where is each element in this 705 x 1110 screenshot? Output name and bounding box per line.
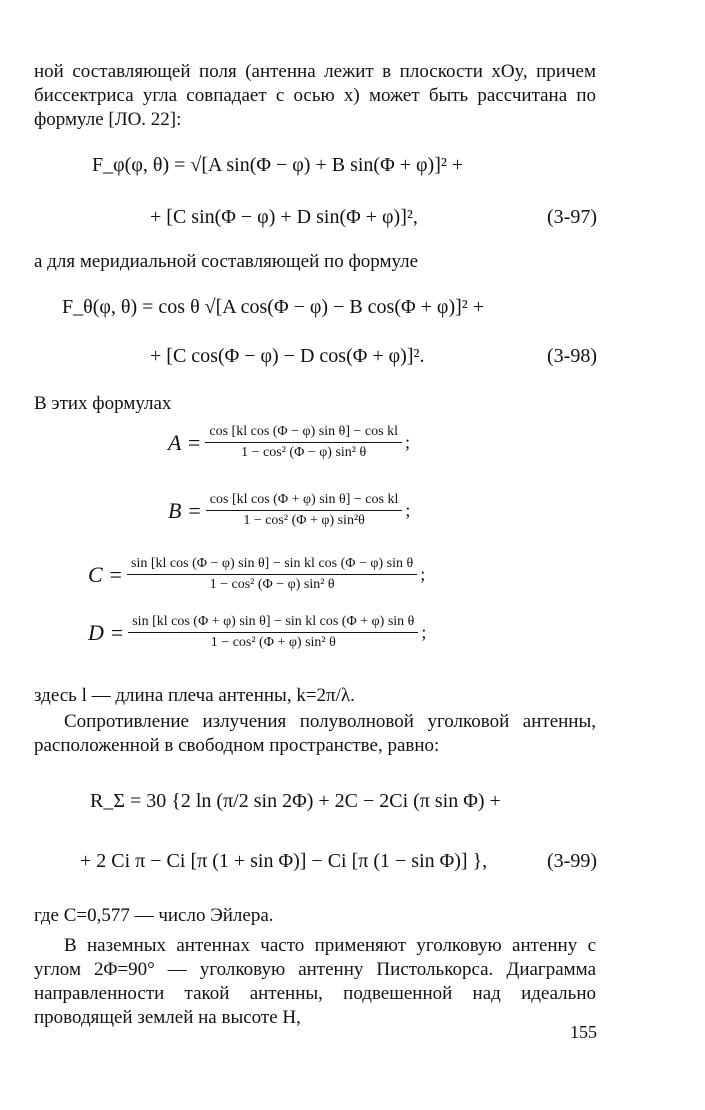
formula-C	[88, 556, 425, 593]
paragraph-l-definition: здесь l — длина плеча антенны, k=2π/λ.	[34, 685, 355, 706]
formula-C-numerator: sin [kl cos (Φ − φ) sin θ] − sin kl cos (Φ − φ) sin θ	[127, 556, 417, 575]
paragraph-euler: где C=0,577 — число Эйлера.	[34, 905, 274, 926]
formula-D-semicolon: ;	[421, 622, 427, 642]
formula-D-numerator: sin [kl cos (Φ + φ) sin θ] − sin kl cos (Φ + φ) sin θ	[128, 614, 418, 633]
equation-3-97-line2: + [C sin(Φ − φ) + D sin(Φ + φ)]²,	[150, 206, 418, 228]
formula-D-denominator: 1 − cos² (Φ + φ) sin² θ	[210, 635, 336, 650]
paragraph-in-these-formulas: В этих формулах	[34, 393, 172, 414]
formula-A	[168, 424, 410, 461]
formula-D	[88, 614, 426, 651]
paragraph-intro: ной составляющей поля (антенна лежит в плоскости xOy, причем биссектриса угла совпадает с осью x) может быть рассчитана по формуле [ЛО. 22]:	[34, 61, 596, 130]
equation-3-99-line2: + 2 Ci π − Ci [π (1 + sin Φ)] − Ci [π (1 − sin Φ)] },	[80, 850, 488, 872]
formula-B-semicolon: ;	[405, 500, 411, 520]
formula-B-numerator: cos [kl cos (Φ + φ) sin θ] − cos kl	[206, 492, 403, 511]
formula-B	[168, 492, 410, 529]
formula-C-semicolon: ;	[420, 564, 426, 584]
formula-A-numerator: cos [kl cos (Φ − φ) sin θ] − cos kl	[205, 424, 402, 443]
formula-C-denominator: 1 − cos² (Φ − φ) sin² θ	[209, 577, 335, 592]
equation-3-98-line1: F_θ(φ, θ) = cos θ √[A cos(Φ − φ) − B cos(Φ + φ)]² +	[62, 296, 485, 318]
formula-B-denominator: 1 − cos² (Φ + φ) sin²θ	[243, 513, 365, 528]
equation-number-3-97: (3-97)	[547, 206, 597, 228]
formula-A-lhs: A =	[168, 429, 202, 455]
equation-3-97-line1: F_φ(φ, θ) = √[A sin(Φ − φ) + B sin(Φ + φ)]² +	[92, 154, 464, 176]
paragraph-meridional: а для меридиальной составляющей по формуле	[34, 251, 419, 272]
page-number: 155	[570, 1022, 597, 1042]
formula-D-lhs: D =	[88, 619, 125, 645]
formula-C-lhs: C =	[88, 561, 124, 587]
equation-number-3-99: (3-99)	[547, 850, 597, 872]
equation-number-3-98: (3-98)	[547, 345, 597, 367]
formula-A-denominator: 1 − cos² (Φ − φ) sin² θ	[241, 445, 367, 460]
paragraph-pistolkors: В наземных антеннах часто применяют уголковую антенну с углом 2Φ=90° — уголковую антенну Пистолькорса. Диаграмма направленности такой антенны, подвешенной над идеально проводящей землей на высоте H,	[34, 935, 596, 1028]
equation-3-98-line2: + [C cos(Φ − φ) − D cos(Φ + φ)]².	[150, 345, 425, 367]
formula-A-semicolon: ;	[404, 432, 410, 452]
equation-3-99-line1: R_Σ = 30 {2 ln (π/2 sin 2Φ) + 2C − 2Ci (π sin Φ) +	[90, 790, 501, 812]
formula-B-lhs: B =	[168, 497, 202, 523]
paragraph-radiation-resistance: Сопротивление излучения полуволновой уголковой антенны, расположенной в свободном пространстве, равно:	[34, 711, 596, 756]
